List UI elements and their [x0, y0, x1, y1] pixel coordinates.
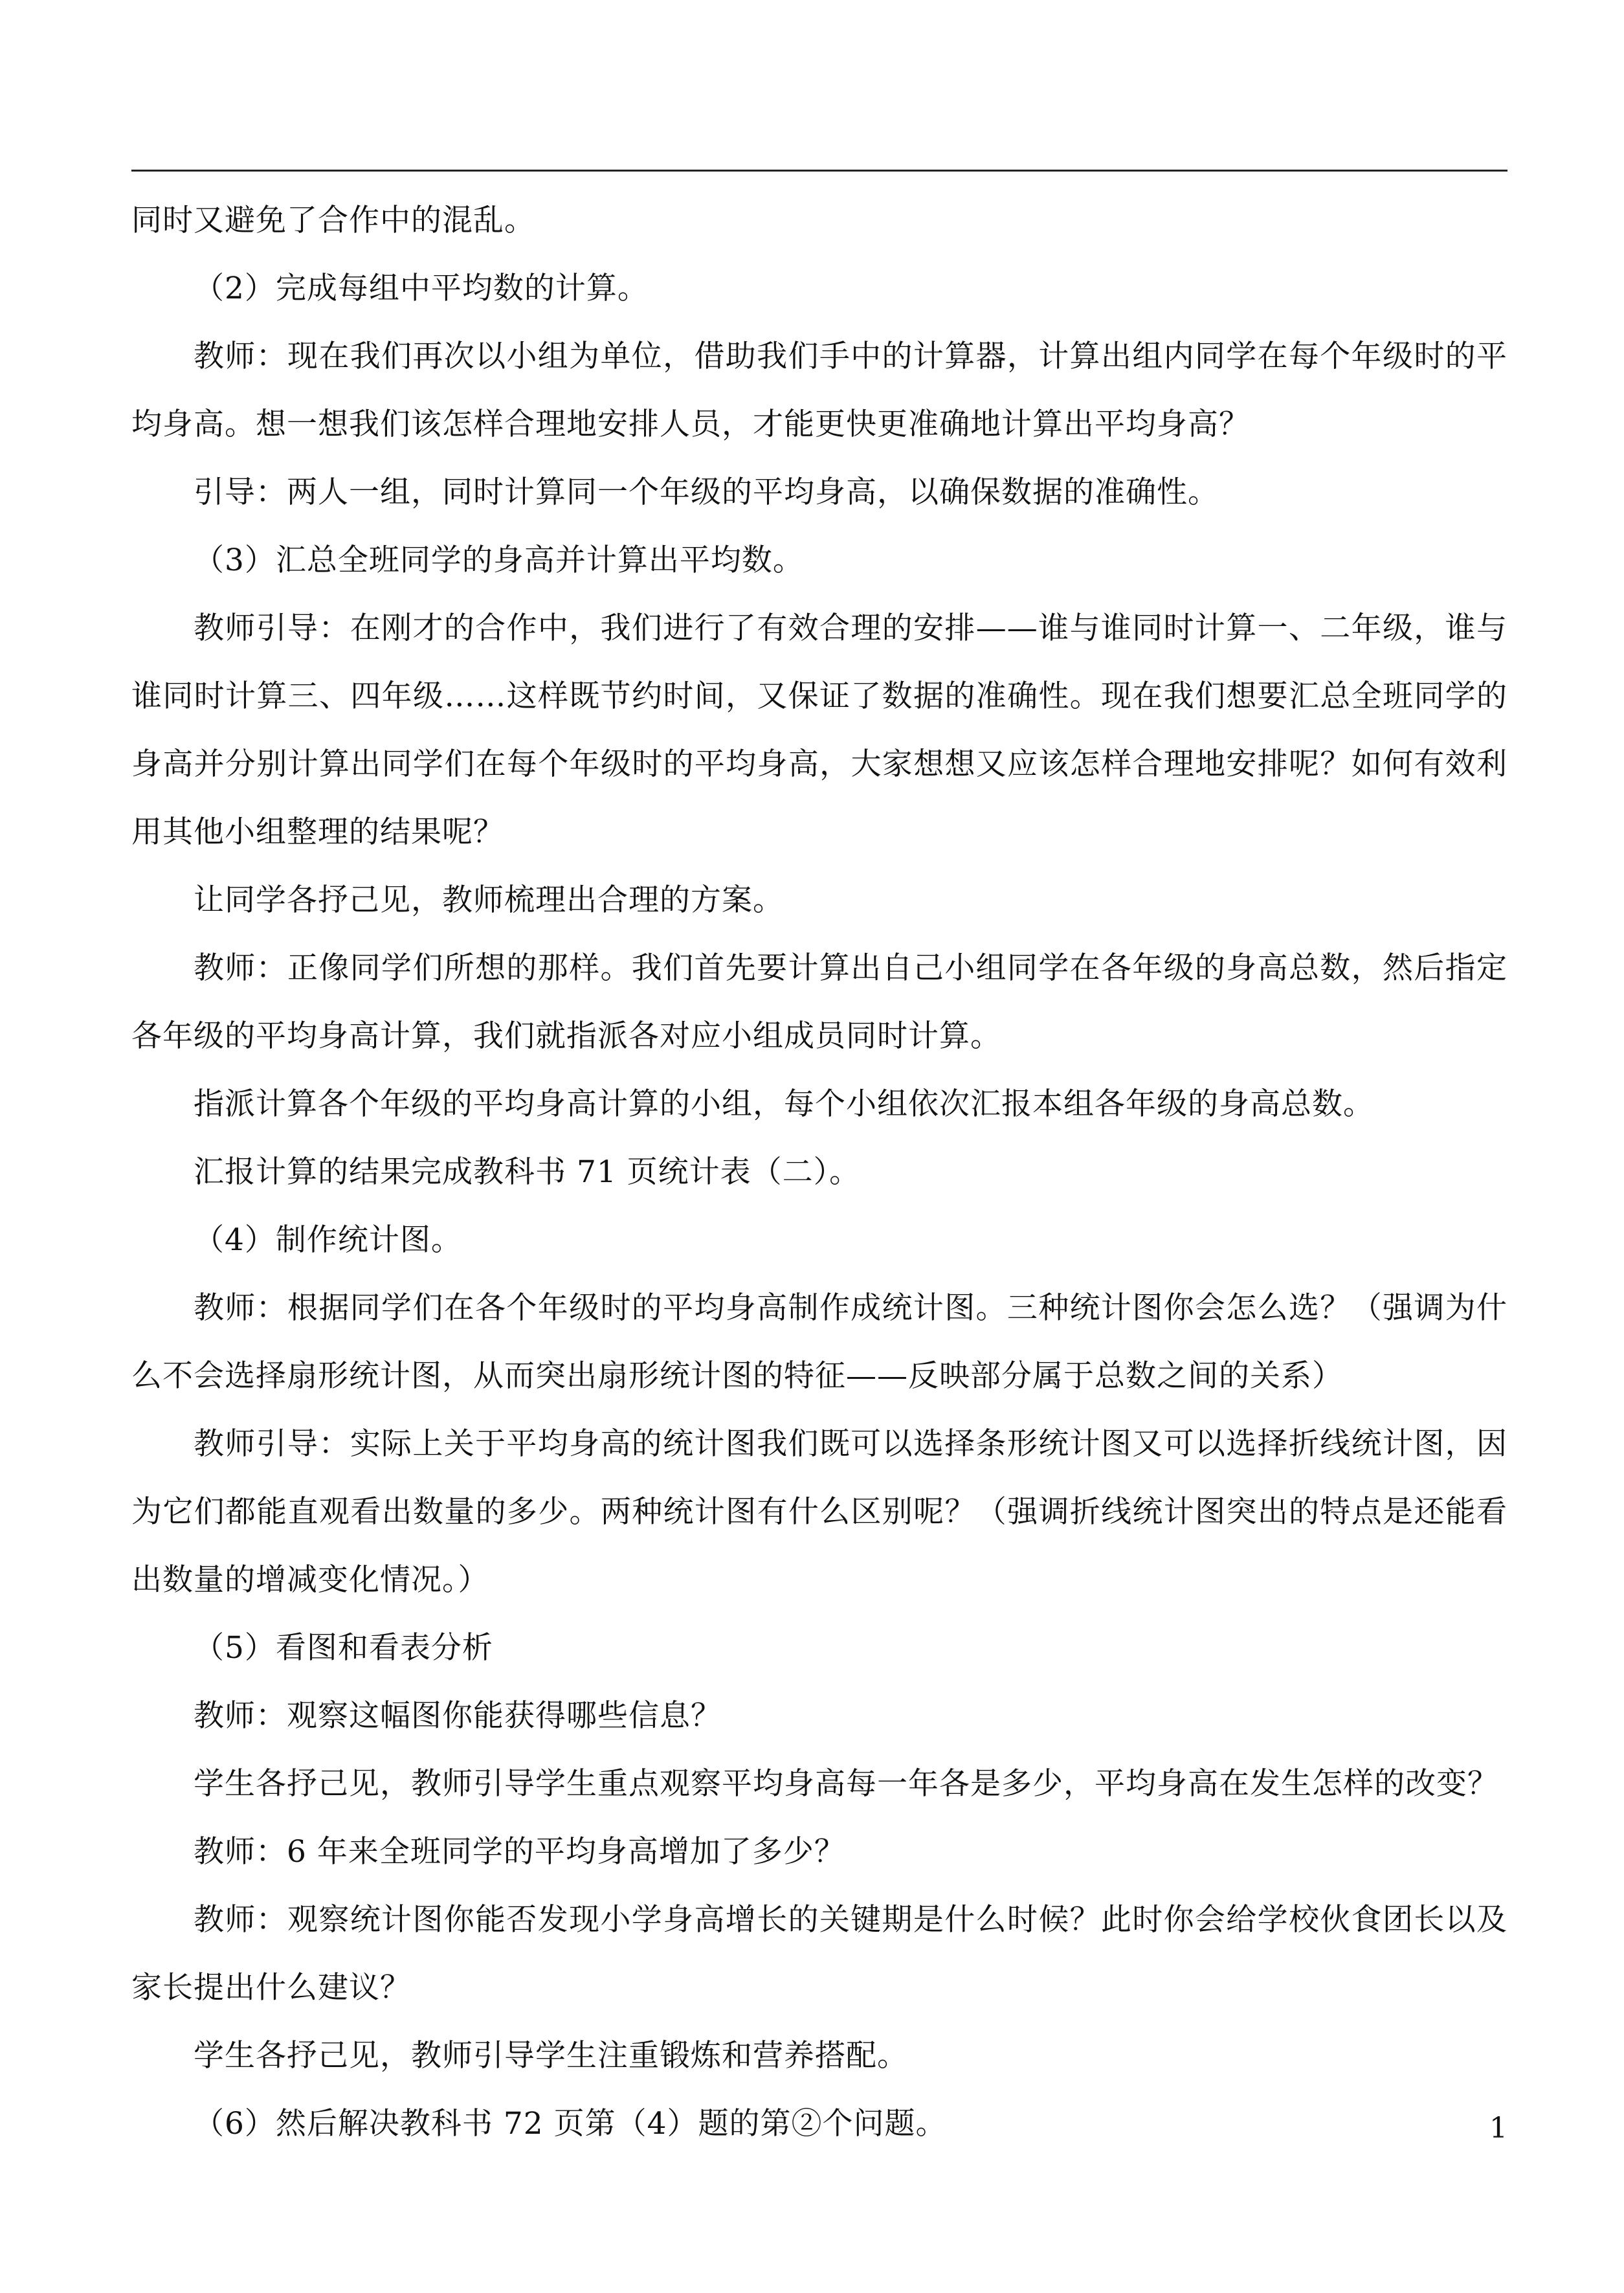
- page-number: 1: [1489, 2112, 1507, 2145]
- paragraph: 同时又避免了合作中的混乱。: [131, 203, 535, 238]
- paragraph: 教师：根据同学们在各个年级时的平均身高制作成统计图。三种统计图你会怎么选？（强调为什么不会选择扇形统计图，从而突出扇形统计图的特征——反映部分属于总数之间的关系）: [131, 1290, 1507, 1394]
- paragraph: 学生各抒己见，教师引导学生重点观察平均身高每一年各是多少，平均身高在发生怎样的改变？: [194, 1766, 1498, 1802]
- paragraph: 让同学各抒己见，教师梳理出合理的方案。: [194, 882, 784, 918]
- paragraph: 教师引导：在刚才的合作中，我们进行了有效合理的安排——谁与谁同时计算一、二年级，谁与谁同时计算三、四年级……这样既节约时间，又保证了数据的准确性。现在我们想要汇总全班同学的身高并分别计算出同学们在每个年级时的平均身高，大家想想又应该怎样合理地安排呢？如何有效利用其他小组整理的结果呢？: [131, 610, 1507, 850]
- paragraph: 教师：观察这幅图你能获得哪些信息？: [194, 1698, 722, 1734]
- paragraph: （4）制作统计图。: [194, 1222, 462, 1258]
- paragraph: 学生各抒己见，教师引导学生注重锻炼和营养搭配。: [194, 2038, 908, 2074]
- paragraph: （6）然后解决教科书 72 页第（4）题的第②个问题。: [194, 2106, 947, 2142]
- header-rule: [131, 170, 1507, 172]
- paragraph: 引导：两人一组，同时计算同一个年级的平均身高，以确保数据的准确性。: [194, 475, 1219, 510]
- paragraph: （5）看图和看表分析: [194, 1630, 493, 1666]
- paragraph: （3）汇总全班同学的身高并计算出平均数。: [194, 542, 804, 578]
- paragraph: 教师：现在我们再次以小组为单位，借助我们手中的计算器，计算出组内同学在每个年级时的平均身高。想一想我们该怎样合理地安排人员，才能更快更准确地计算出平均身高？: [131, 339, 1507, 442]
- paragraph: （2）完成每组中平均数的计算。: [194, 271, 649, 306]
- paragraph: 汇报计算的结果完成教科书 71 页统计表（二）。: [194, 1154, 861, 1190]
- paragraph: 教师：6 年来全班同学的平均身高增加了多少？: [194, 1834, 845, 1870]
- paragraph: 教师：正像同学们所想的那样。我们首先要计算出自己小组同学在各年级的身高总数，然后指定各年级的平均身高计算，我们就指派各对应小组成员同时计算。: [131, 950, 1507, 1054]
- paragraph: 教师引导：实际上关于平均身高的统计图我们既可以选择条形统计图又可以选择折线统计图，因为它们都能直观看出数量的多少。两种统计图有什么区别呢？（强调折线统计图突出的特点是还能看出数量的增减变化情况。）: [131, 1426, 1507, 1598]
- document-body: [131, 186, 1507, 2158]
- paragraph: 教师：观察统计图你能否发现小学身高增长的关键期是什么时候？此时你会给学校伙食团长以及家长提出什么建议？: [131, 1902, 1507, 2006]
- paragraph: 指派计算各个年级的平均身高计算的小组，每个小组依次汇报本组各年级的身高总数。: [194, 1086, 1374, 1122]
